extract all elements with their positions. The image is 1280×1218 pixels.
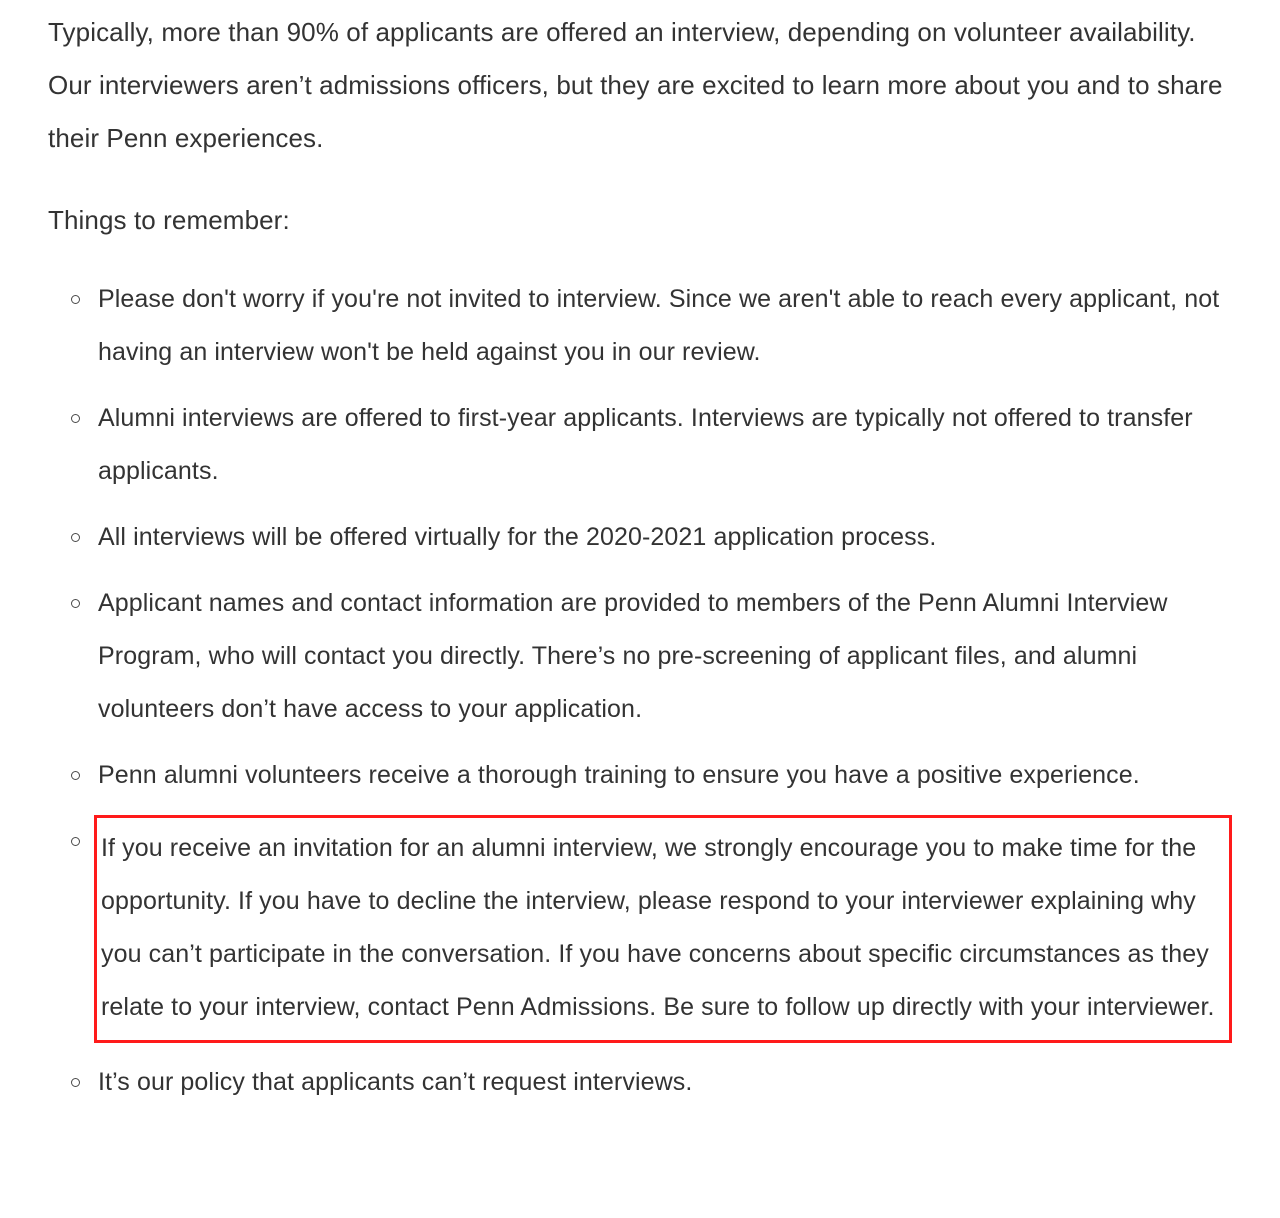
bullet-circle-icon: [71, 1078, 80, 1087]
list-item: [48, 577, 1232, 736]
bullet-circle-icon: [71, 533, 80, 542]
intro-paragraph: Typically, more than 90% of applicants are offered an interview, depending on volunteer availability. Our interviewers aren’t admissions officers, but they are excited to learn more about you and to share their Penn experiences.: [48, 17, 1223, 153]
list-item-text: It’s our policy that applicants can’t request interviews.: [98, 1068, 693, 1096]
list-item: [48, 273, 1232, 379]
bullet-circle-icon: [71, 295, 80, 304]
bullet-circle-icon: [71, 837, 80, 846]
list-item-text: Please don't worry if you're not invited to interview. Since we aren't able to reach every applicant, not having an interview won't be held against you in our review.: [98, 285, 1220, 366]
bullet-circle-icon: [71, 599, 80, 608]
list-item: [48, 1056, 1232, 1109]
list-item-text: Applicant names and contact information are provided to members of the Penn Alumni Interview Program, who will contact you directly. There’s no pre-screening of applicant files, and alumni volunteers don’t have access to your application.: [98, 589, 1168, 723]
highlighted-list-item-text: If you receive an invitation for an alumni interview, we strongly encourage you to make time for the opportunity. If you have to decline the interview, please respond to your interviewer explaining why you can’t participate in the conversation. If you have concerns about specific circumstances as they relate to your interview, contact Penn Admissions. Be sure to follow up directly with your interviewer.: [94, 815, 1232, 1043]
list-item: [48, 749, 1232, 802]
list-item: [48, 511, 1232, 564]
things-to-remember-heading: Things to remember:: [48, 205, 290, 235]
bullet-circle-icon: [71, 771, 80, 780]
list-item-text: Alumni interviews are offered to first-year applicants. Interviews are typically not offered to transfer applicants.: [98, 404, 1193, 485]
list-item-text: Penn alumni volunteers receive a thorough training to ensure you have a positive experience.: [98, 761, 1140, 789]
list-item: [48, 392, 1232, 498]
bullet-circle-icon: [71, 414, 80, 423]
list-item-highlighted: [48, 815, 1232, 1043]
things-to-remember-list: [48, 247, 1232, 1109]
list-item-text: All interviews will be offered virtually for the 2020-2021 application process.: [98, 523, 937, 551]
